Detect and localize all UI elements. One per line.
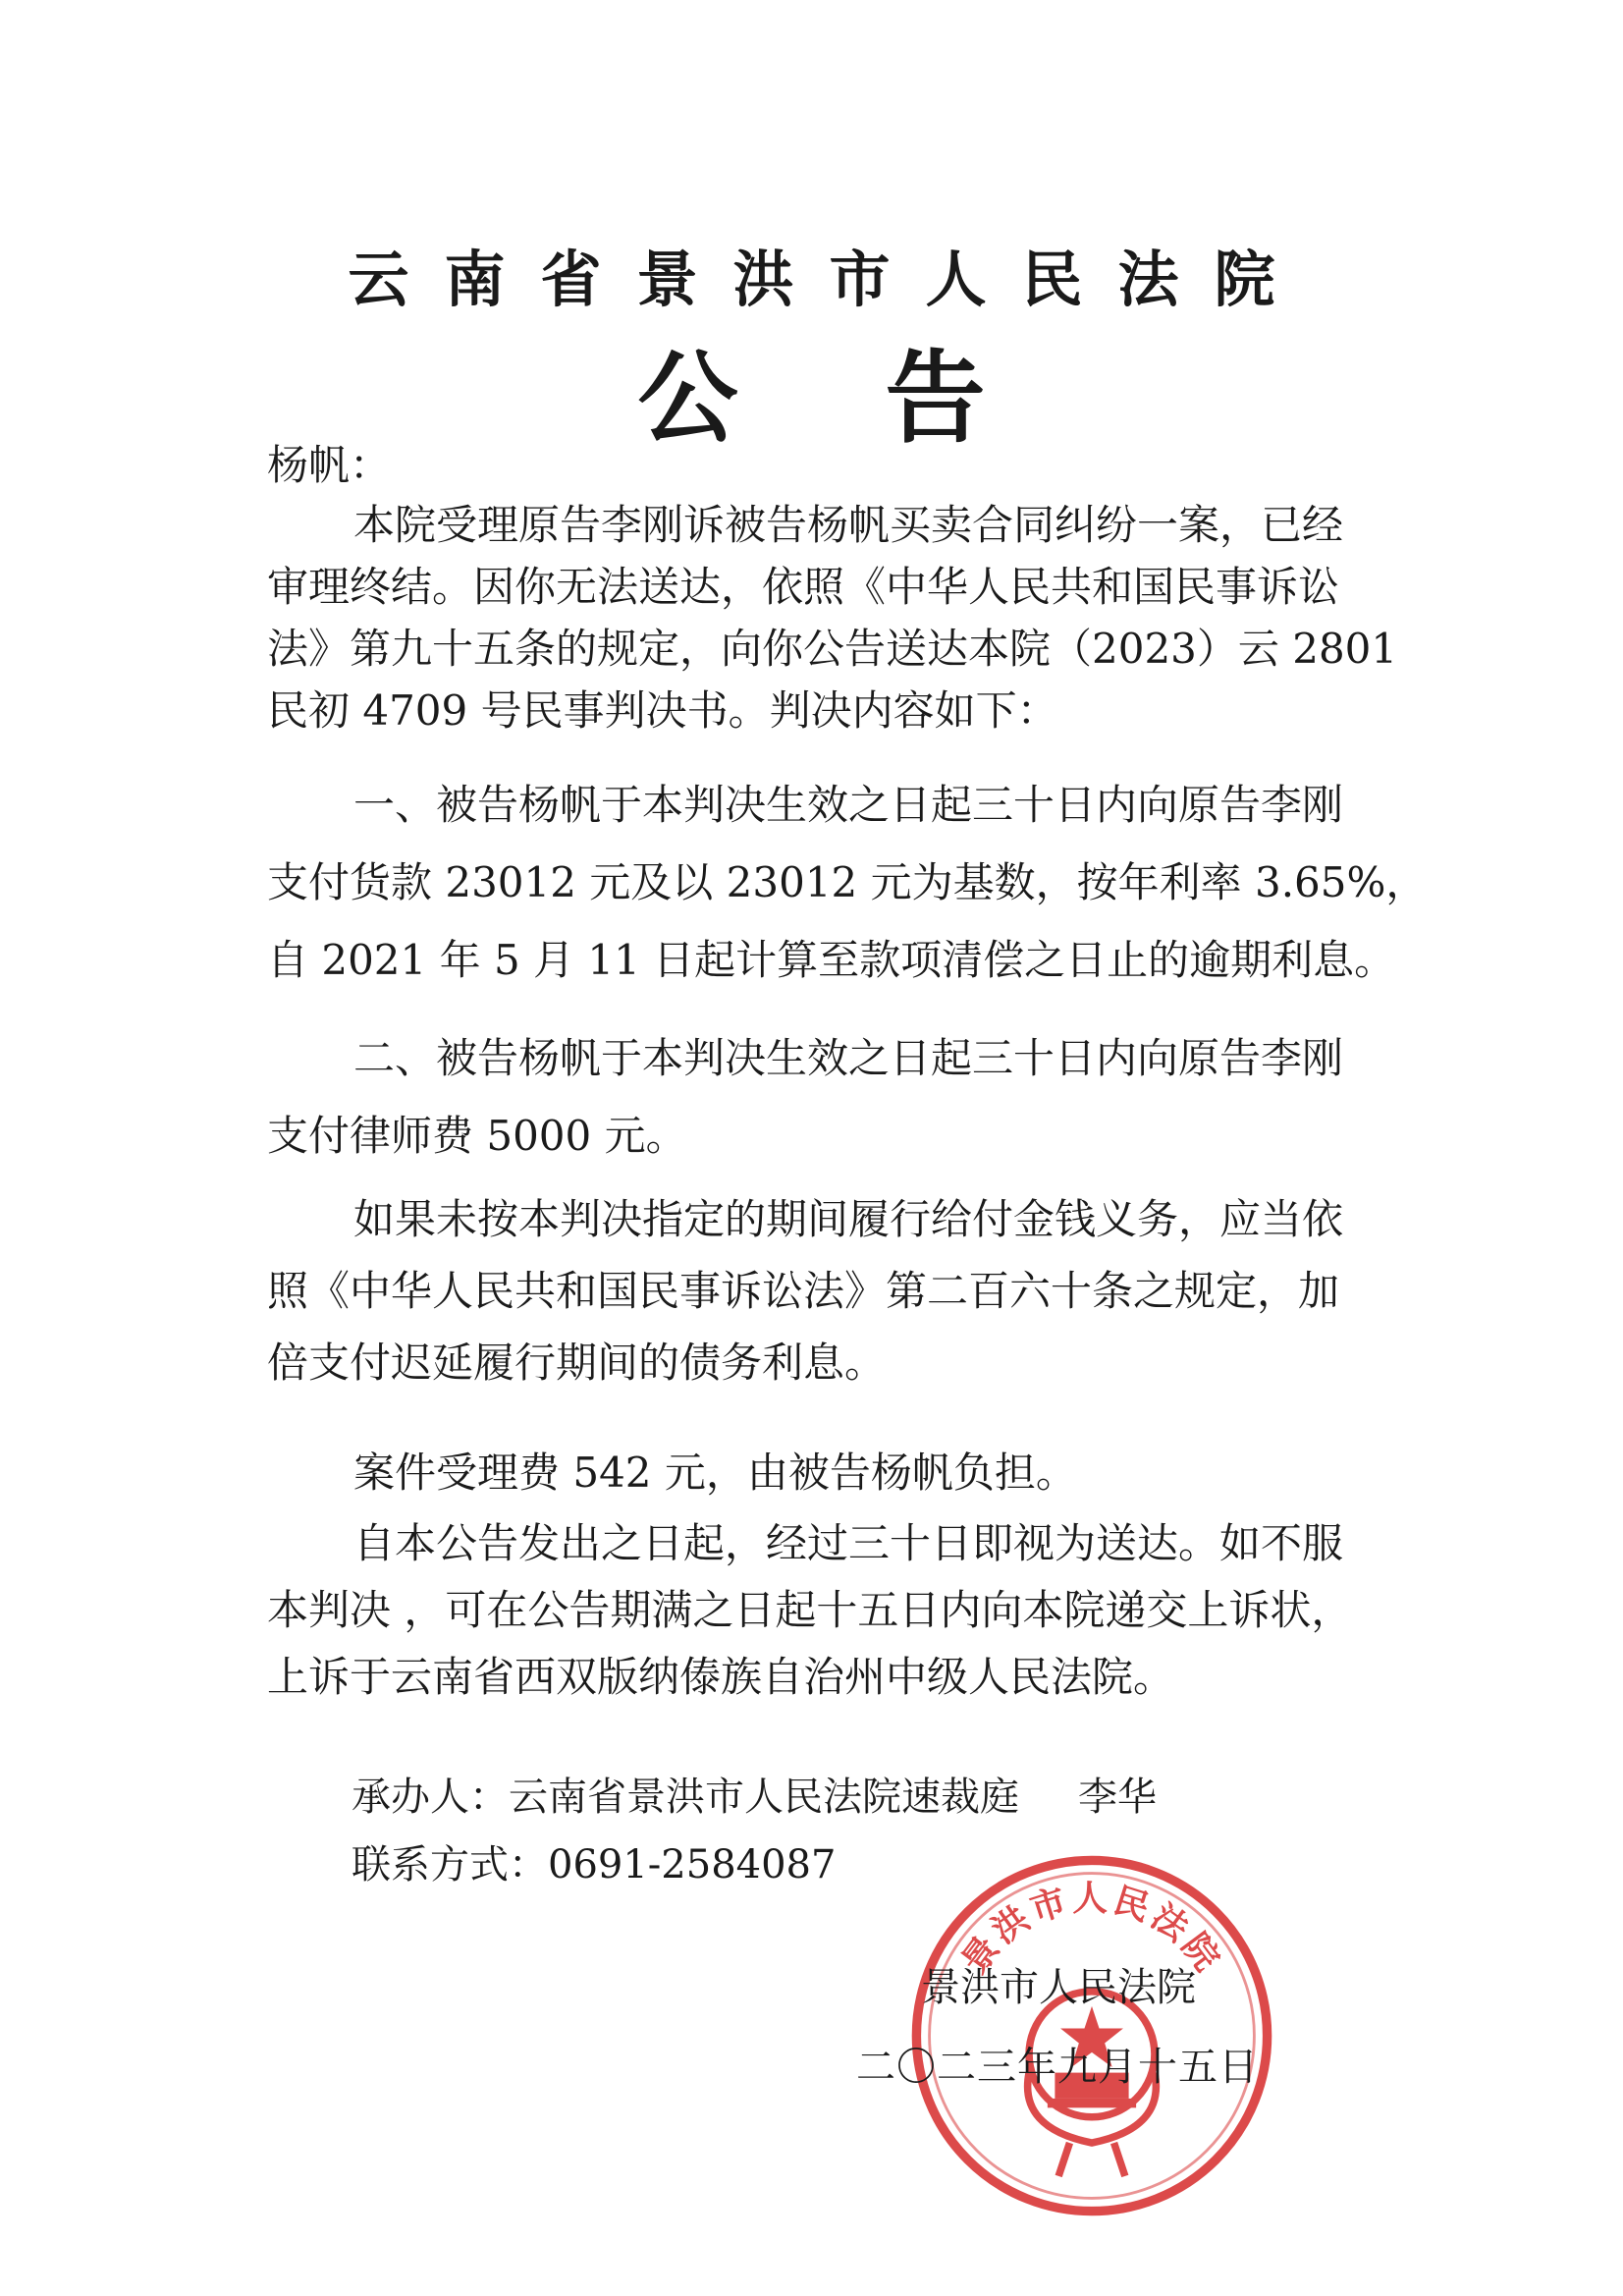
paragraph-line: 照《中华人民共和国民事诉讼法》第二百六十条之规定，加 bbox=[267, 1267, 1340, 1315]
paragraph-judgment-item-2 bbox=[267, 1019, 1416, 1175]
contact-phone: 联系方式：0691-2584087 bbox=[352, 1842, 837, 1887]
paragraph-line: 二、被告杨帆于本判决生效之日起三十日内向原告李刚 bbox=[353, 1034, 1344, 1082]
paragraph-line: 支付货款 23012 元及以 23012 元为基数，按年利率 3.65%， bbox=[267, 858, 1428, 906]
document-title: 公告 bbox=[637, 341, 1133, 458]
paragraph-appeal bbox=[267, 1510, 1416, 1711]
paragraph-line: 法》第九十五条的规定，向你公告送达本院（2023）云 2801 bbox=[267, 625, 1398, 673]
handler-line bbox=[352, 1766, 1157, 1829]
paragraph-line: 自 2021 年 5 月 11 日起计算至款项清偿之日止的逾期利息。 bbox=[267, 936, 1396, 984]
handler-name: 李华 bbox=[1078, 1775, 1157, 1820]
handler-label: 承办人：云南省景洪市人民法院速裁庭 bbox=[352, 1775, 1019, 1820]
paragraph-line: 民初 4709 号民事判决书。判决内容如下： bbox=[267, 686, 1058, 735]
paragraph-case-fee bbox=[267, 1438, 1416, 1508]
paragraph-line: 自本公告发出之日起，经过三十日即视为送达。如不服 bbox=[353, 1519, 1344, 1567]
paragraph-line: 支付律师费 5000 元。 bbox=[267, 1112, 687, 1160]
signature-court: 景洪市人民法院 bbox=[921, 1965, 1196, 2010]
court-name-heading: 云南省景洪市人民法院 bbox=[348, 244, 1311, 315]
paragraph-line: 本判决 ，可在公告期满之日起十五日内向本院递交上诉状， bbox=[267, 1586, 1353, 1634]
paragraph-line: 如果未按本判决指定的期间履行给付金钱义务，应当依 bbox=[353, 1195, 1344, 1243]
paragraph-line: 倍支付迟延履行期间的债务利息。 bbox=[267, 1339, 887, 1387]
paragraph-judgment-item-1 bbox=[267, 766, 1428, 999]
paragraph-line: 案件受理费 542 元，由被告杨帆负担。 bbox=[353, 1449, 1077, 1497]
paragraph-line: 本院受理原告李刚诉被告杨帆买卖合同纠纷一案，已经 bbox=[353, 501, 1344, 549]
signature-date: 二〇二三年九月十五日 bbox=[856, 2045, 1259, 2090]
paragraph-late-performance bbox=[267, 1183, 1416, 1398]
paragraph-notice bbox=[267, 494, 1416, 741]
recipient-salutation: 杨帆： bbox=[267, 441, 392, 489]
paragraph-line: 一、被告杨帆于本判决生效之日起三十日内向原告李刚 bbox=[353, 781, 1344, 829]
paragraph-line: 上诉于云南省西双版纳傣族自治州中级人民法院。 bbox=[267, 1653, 1175, 1701]
paragraph-line: 审理终结。因你无法送达，依照《中华人民共和国民事诉讼 bbox=[267, 563, 1340, 611]
seal-text: 景洪市人民法院 bbox=[954, 1879, 1229, 1982]
